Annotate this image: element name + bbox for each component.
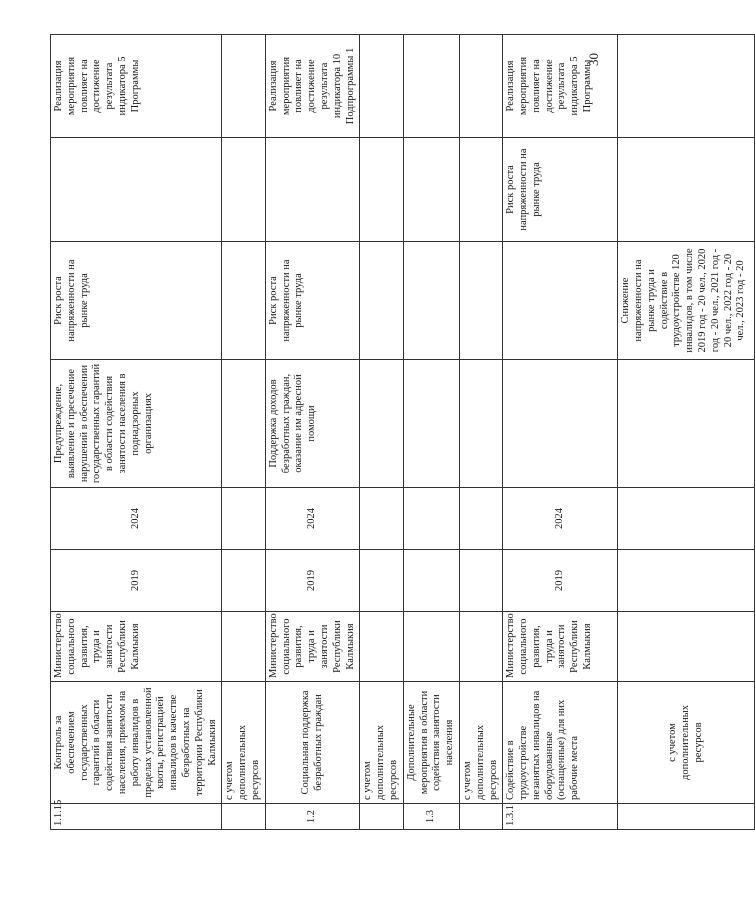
- empty-cell: [403, 138, 459, 242]
- measure-name: Контроль за обеспечением государственных гарантий в области содействия занятости населения, приемом на работу инвалидов в пределах установленной квоты, регистрацией инвалидов в качестве безработных на территории Республики Калмыкия: [51, 682, 222, 804]
- row-number: 1.2: [265, 804, 360, 830]
- table-row: [618, 35, 755, 830]
- risk-description: Риск роста напряженности на рынке труда: [265, 242, 360, 360]
- empty-cell: [459, 360, 502, 488]
- table-row: [360, 35, 403, 830]
- indicator-link: Реализация мероприятия повлияет на достижение результата индикатора 10 Подпрограммы 1: [265, 35, 360, 138]
- executor: Министерство социального развития, труда и занятости Республики Калмыкия: [503, 612, 618, 682]
- empty-cell: [459, 242, 502, 360]
- start-year: 2019: [51, 550, 222, 612]
- empty-cell: [403, 35, 459, 138]
- page-number: 30: [586, 53, 601, 66]
- empty-cell: [459, 488, 502, 550]
- empty-cell: [51, 138, 222, 242]
- empty-cell: [222, 804, 265, 830]
- empty-cell: [222, 488, 265, 550]
- measure-name: с учетом дополнительных ресурсов: [459, 682, 502, 804]
- expected-result: Снижение напряженности на рынке труда и содействие в трудоустройстве 120 инвалидов, в том числе 2019 год - 20 чел., 2020 год - 20 чел., 2021 год - 20 чел., 2022 год - 20 чел., 2023 год - 20: [618, 242, 755, 360]
- row-number: 1.1.15: [51, 804, 222, 830]
- empty-cell: [459, 804, 502, 830]
- empty-cell: [222, 550, 265, 612]
- measure-name: Дополнительные мероприятия в области содействия занятости населения: [403, 682, 459, 804]
- expected-result: Поддержка доходов безработных граждан, оказание им адресной помощи: [265, 360, 360, 488]
- executor: Министерство социального развития, труда и занятости Республики Калмыкия: [51, 612, 222, 682]
- empty-cell: [360, 550, 403, 612]
- indicator-link: Реализация мероприятия повлияет на достижение результата индикатора 5 Программы: [51, 35, 222, 138]
- risk-description: Риск роста напряженности на рынке труда: [51, 242, 222, 360]
- program-measures-table: [50, 34, 755, 830]
- expected-result: Предупреждение, выявление и пресечение нарушений в обеспечении государственных гарантий в области содействия занятости населения в поднадзорных организациях: [51, 360, 222, 488]
- table-row: [403, 35, 459, 830]
- start-year: 2019: [503, 550, 618, 612]
- empty-cell: [222, 360, 265, 488]
- table-row: [503, 35, 618, 830]
- empty-cell: [360, 612, 403, 682]
- measure-name: с учетом дополнительных ресурсов: [222, 682, 265, 804]
- empty-cell: [459, 550, 502, 612]
- empty-cell: [360, 138, 403, 242]
- end-year: 2024: [51, 488, 222, 550]
- row-number: 1.3: [403, 804, 459, 830]
- empty-cell: [265, 138, 360, 242]
- end-year: 2024: [265, 488, 360, 550]
- empty-cell: [360, 35, 403, 138]
- empty-cell: [459, 138, 502, 242]
- empty-cell: [503, 242, 618, 360]
- empty-cell: [618, 488, 755, 550]
- empty-cell: [360, 488, 403, 550]
- program-measures-table-sheet: [50, 35, 747, 830]
- empty-cell: [360, 360, 403, 488]
- executor: Министерство социального развития, труда и занятости Республики Калмыкия: [265, 612, 360, 682]
- table-row: [222, 35, 265, 830]
- row-number: 1.3.1: [503, 804, 618, 830]
- table-row: [265, 35, 360, 830]
- empty-cell: [222, 242, 265, 360]
- table-row: [459, 35, 502, 830]
- empty-cell: [618, 35, 755, 138]
- indicator-link: Реализация мероприятия повлияет на достижение результата индикатора 5 Программы: [503, 35, 618, 138]
- empty-cell: [403, 242, 459, 360]
- empty-cell: [360, 804, 403, 830]
- empty-cell: [222, 35, 265, 138]
- empty-cell: [618, 138, 755, 242]
- empty-cell: [618, 612, 755, 682]
- empty-cell: [222, 138, 265, 242]
- end-year: 2024: [503, 488, 618, 550]
- empty-cell: [403, 612, 459, 682]
- start-year: 2019: [265, 550, 360, 612]
- empty-cell: [403, 488, 459, 550]
- measure-name: Социальная поддержка безработных граждан: [265, 682, 360, 804]
- risk-description: Риск роста напряженности на рынке труда: [503, 138, 618, 242]
- measure-name: с учетом дополнительных ресурсов: [618, 682, 755, 804]
- empty-cell: [459, 612, 502, 682]
- measure-name: с учетом дополнительных ресурсов: [360, 682, 403, 804]
- empty-cell: [403, 550, 459, 612]
- measure-name: Содействие в трудоустройстве незанятых инвалидов на оборудованные (оснащенные) для них рабочие места: [503, 682, 618, 804]
- empty-cell: [222, 612, 265, 682]
- empty-cell: [459, 35, 502, 138]
- empty-cell: [618, 360, 755, 488]
- empty-cell: [618, 804, 755, 830]
- table-row: [51, 35, 222, 830]
- empty-cell: [503, 360, 618, 488]
- empty-cell: [618, 550, 755, 612]
- empty-cell: [403, 360, 459, 488]
- empty-cell: [360, 242, 403, 360]
